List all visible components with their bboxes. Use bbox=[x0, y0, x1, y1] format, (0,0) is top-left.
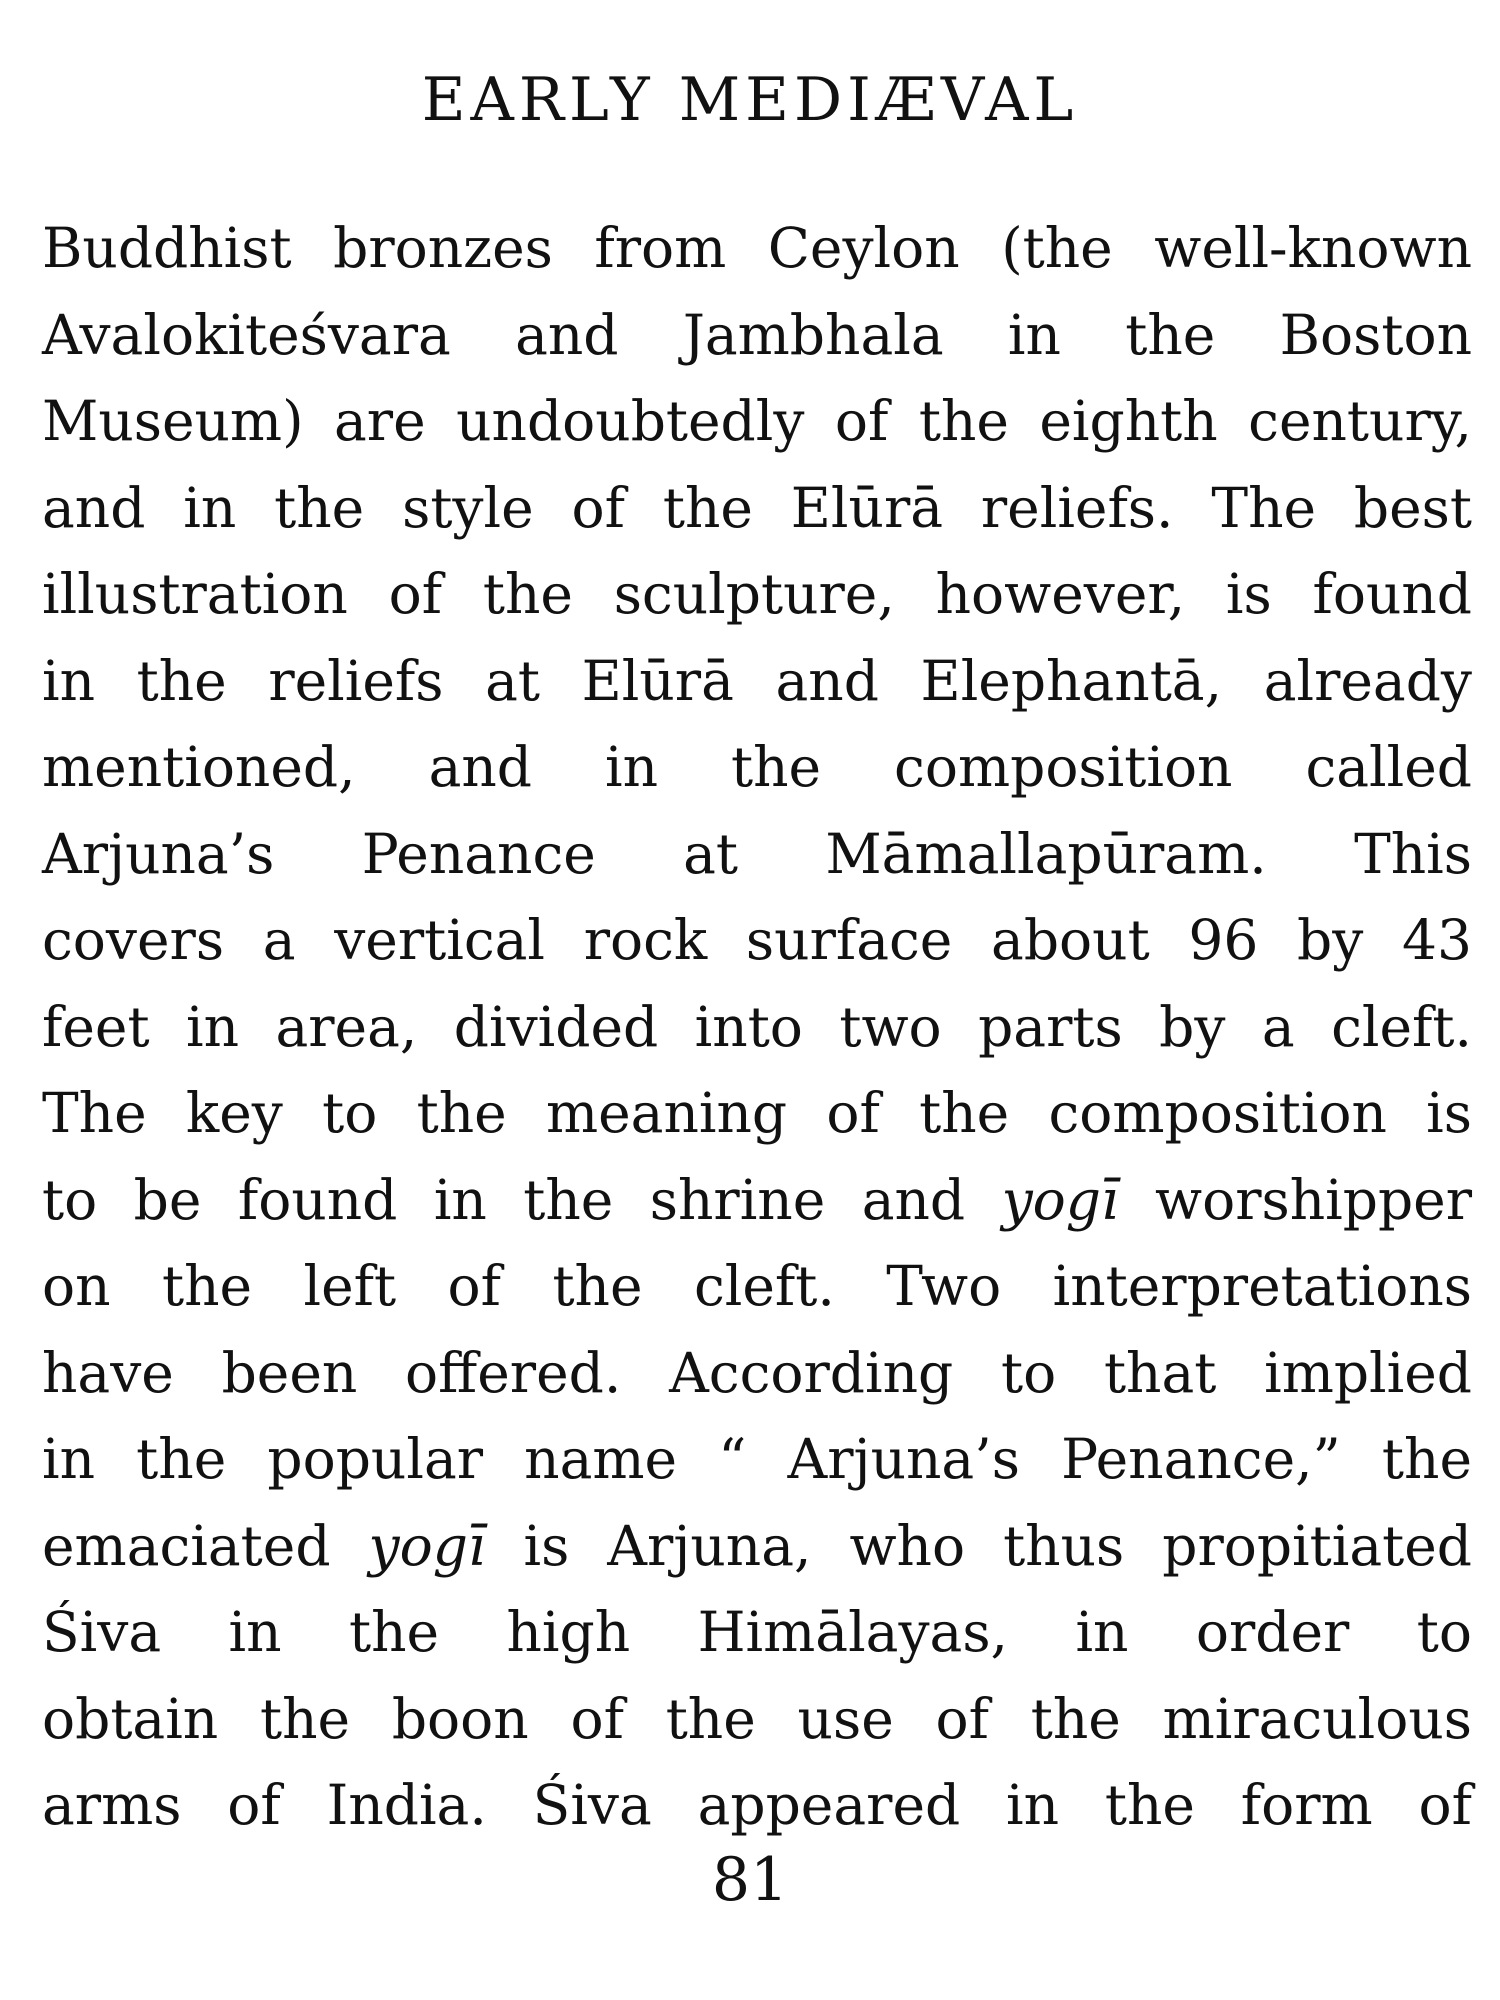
text-line: in the reliefs at Elūrā and Elephantā, already bbox=[42, 648, 1472, 713]
text-line: obtain the boon of the use of the miraculous bbox=[42, 1686, 1472, 1751]
page-number: 81 bbox=[711, 1845, 789, 1915]
text-segment: is Arjuna, who thus propitiated bbox=[485, 1513, 1472, 1578]
text-line: mentioned, and in the composition called bbox=[42, 735, 1472, 799]
text-line: feet in area, divided into two parts by a cleft. bbox=[42, 994, 1472, 1059]
text-line: Arjuna’s Penance at Māmallapūram. This bbox=[42, 821, 1472, 886]
text-line: Museum) are undoubtedly of the eighth century, bbox=[42, 389, 1472, 453]
text-line: on the left of the cleft. Two interpretations bbox=[42, 1254, 1472, 1318]
italic-term: yogī bbox=[1001, 1167, 1119, 1232]
text-line: in the popular name “ Arjuna’s Penance,” the bbox=[42, 1427, 1472, 1491]
text-line: Buddhist bronzes from Ceylon (the well-known bbox=[42, 216, 1472, 280]
text-line: arms of India. Śiva appeared in the form of bbox=[42, 1773, 1472, 1837]
text-line: The key to the meaning of the composition is bbox=[42, 1081, 1472, 1145]
text-line bbox=[42, 1157, 1472, 1244]
text-line: illustration of the sculpture, however, is found bbox=[42, 562, 1472, 626]
text-line: Śiva in the high Himālayas, in order to bbox=[42, 1600, 1472, 1664]
text-line: have been offered. According to that implied bbox=[42, 1340, 1472, 1405]
text-line: Avalokiteśvara and Jambhala in the Boston bbox=[42, 302, 1472, 367]
italic-term: yogī bbox=[368, 1513, 486, 1578]
text-segment: emaciated bbox=[42, 1513, 369, 1578]
body-text bbox=[42, 205, 1472, 1849]
text-line bbox=[42, 1503, 1472, 1590]
running-title: EARLY MEDIÆVAL bbox=[421, 65, 1079, 135]
text-segment: worshipper bbox=[1118, 1167, 1472, 1232]
text-line: and in the style of the Elūrā reliefs. The best bbox=[42, 475, 1472, 540]
text-line: covers a vertical rock surface about 96 by 43 bbox=[42, 908, 1472, 972]
text-segment: to be found in the shrine and bbox=[42, 1167, 1002, 1232]
